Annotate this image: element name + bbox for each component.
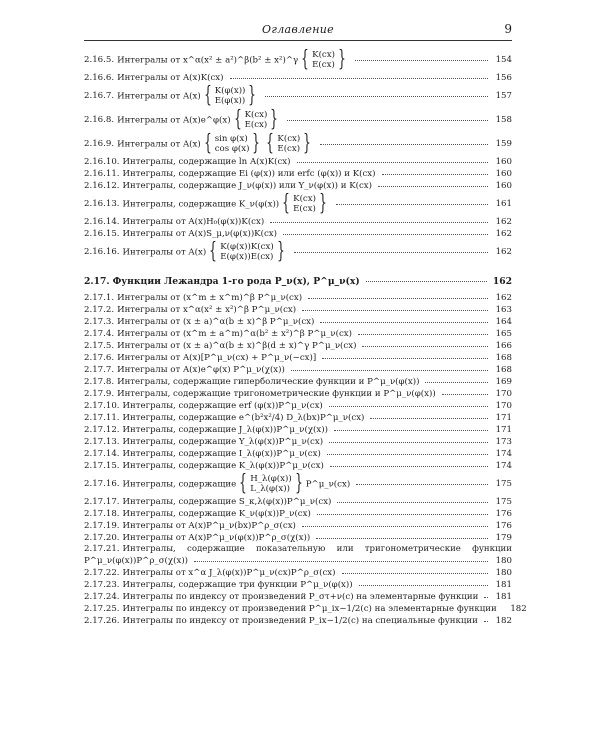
- toc-entry[interactable]: [84, 376, 512, 388]
- entry-title: [123, 533, 311, 544]
- entry-title: [123, 604, 497, 615]
- entry-number: 2.17.11.: [84, 412, 120, 423]
- entry-text: Интегралы от A(x): [117, 139, 201, 150]
- leader-dots: [358, 333, 488, 335]
- entry-text: Интегралы от A(x): [122, 247, 207, 258]
- entry-title: [117, 293, 302, 304]
- toc-entry[interactable]: [84, 240, 512, 264]
- entry-page: 180: [495, 567, 512, 578]
- entry-text: Интегралы от x^α J_λ(φ(x))P^μ_ν(cx)P^ρ_σ(cx): [122, 567, 336, 578]
- entry-title: [123, 413, 365, 424]
- entry-title: [117, 377, 419, 388]
- leader-dots: [270, 221, 488, 223]
- leader-dots: [359, 584, 488, 586]
- entry-number: 2.17.16.: [84, 478, 120, 489]
- entry-page: 162: [495, 228, 512, 239]
- brace-line: K(φ(x))K(cx): [220, 242, 274, 252]
- brace-line: E(cx): [312, 60, 335, 70]
- entry-number: 2.17.2.: [84, 304, 115, 315]
- brace-line: K(φ(x)): [214, 86, 246, 96]
- leader-dots: [294, 251, 488, 253]
- entry-text: Интегралы от A(x)H₀(φ(x))K(cx): [122, 216, 265, 227]
- entry-title: [123, 461, 324, 472]
- leader-dots: [327, 453, 488, 455]
- brace-open: {: [282, 191, 291, 216]
- entry-title: [123, 425, 328, 436]
- entry-page: 180: [495, 555, 512, 566]
- toc-entry[interactable]: [84, 216, 512, 228]
- toc-entry[interactable]: [84, 304, 512, 316]
- brace-open: {: [301, 47, 310, 72]
- leader-dots: [322, 357, 488, 359]
- toc-entry[interactable]: [84, 496, 512, 508]
- entry-page: 171: [495, 412, 512, 423]
- entry-page: 175: [495, 478, 512, 489]
- entry-text: Интегралы, содержащие три функции P^μ_ν(φ(x)): [122, 579, 353, 590]
- entry-number: 2.17.13.: [84, 436, 120, 447]
- entry-text: Интегралы от A(x)P^μ_ν(φ(x))P^ρ_σ(χ(x)): [122, 532, 311, 543]
- toc-entry[interactable]: [84, 180, 512, 192]
- leader-dots: [484, 596, 488, 598]
- entry-page: 181: [495, 579, 512, 590]
- brace-group: [263, 131, 314, 156]
- brace-close: }: [319, 191, 327, 216]
- entry-text: Интегралы по индексу от произведений P_ix−1/2(c) на специальные функции: [122, 615, 478, 626]
- leader-dots: [378, 185, 488, 187]
- leader-dots: [366, 280, 487, 282]
- entry-page: 159: [495, 138, 512, 149]
- entry-text: Интегралы от A(x)e^φ(x) P^μ_ν(χ(x)): [117, 364, 285, 375]
- entry-number: 2.16.6.: [84, 72, 115, 83]
- leader-dots: [230, 77, 488, 79]
- entry-page: 173: [495, 436, 512, 447]
- brace-group: [298, 47, 349, 72]
- running-title: Оглавление: [262, 23, 334, 36]
- entry-number: 2.17.: [84, 275, 110, 287]
- brace-line: K(cx): [277, 134, 301, 144]
- entry-text: Интегралы от A(x)K(cx): [117, 72, 224, 83]
- leader-dots: [302, 309, 488, 311]
- toc-entry[interactable]: [84, 228, 512, 240]
- entry-text: Интегралы, содержащие: [122, 479, 237, 490]
- leader-dots: [308, 297, 488, 299]
- page-header: [84, 22, 512, 41]
- entry-page: 181: [495, 591, 512, 602]
- toc-entry[interactable]: [84, 156, 512, 168]
- entry-text: Интегралы от (x ± a)^α(b ± x)^β P^μ_ν(cx): [117, 316, 315, 327]
- entry-page: 154: [495, 54, 512, 65]
- entry-text: Интегралы, содержащие erf (φ(x))P^μ_ν(cx): [122, 400, 323, 411]
- leader-dots: [291, 369, 488, 371]
- brace-line: cos φ(x): [214, 144, 250, 154]
- entry-title: [123, 217, 265, 228]
- table-of-contents: [84, 47, 527, 627]
- entry-title: [123, 401, 323, 412]
- toc-entry[interactable]: [84, 520, 512, 532]
- entry-page: 164: [495, 316, 512, 327]
- entry-number: 2.16.9.: [84, 138, 115, 149]
- entry-page: 160: [495, 180, 512, 191]
- entry-number: 2.17.17.: [84, 496, 120, 507]
- entry-number: 2.16.7.: [84, 90, 115, 101]
- leader-dots: [194, 560, 488, 562]
- entry-title: [123, 509, 311, 520]
- entry-page: 170: [495, 388, 512, 399]
- brace-group: [279, 191, 330, 216]
- leader-dots: [330, 465, 488, 467]
- entry-text: Интегралы от (x^m ± a^m)^α(b² ± x²)^β P^μ_ν(cx): [117, 328, 352, 339]
- entry-title: [123, 157, 291, 168]
- toc-entry[interactable]: [84, 84, 512, 108]
- entry-number: 2.17.5.: [84, 340, 115, 351]
- entry-number: 2.17.8.: [84, 376, 115, 387]
- entry-number: 2.17.23.: [84, 579, 120, 590]
- entry-title: [117, 389, 436, 400]
- entry-page: 160: [495, 156, 512, 167]
- entry-text: Интегралы от A(x): [117, 91, 201, 102]
- entry-word: показательную: [255, 544, 326, 554]
- entry-number: 2.17.24.: [84, 591, 120, 602]
- entry-number: 2.16.16.: [84, 246, 120, 257]
- entry-title: [123, 592, 479, 603]
- toc-entry-continuation: [84, 555, 512, 567]
- entry-page: 158: [495, 114, 512, 125]
- entry-page: 169: [495, 376, 512, 387]
- entry-word: содержащие: [187, 544, 245, 554]
- entry-title: [117, 353, 316, 364]
- entry-page: 156: [495, 72, 512, 83]
- leader-dots: [283, 233, 488, 235]
- entry-text: Интегралы, содержащие K_λ(φ(x))P^μ_ν(cx): [122, 460, 324, 471]
- entry-text: Интегралы, содержащие J_λ(φ(x))P^μ_ν(χ(x)): [122, 424, 328, 435]
- toc-entry[interactable]: [84, 364, 512, 376]
- brace-close: }: [252, 131, 261, 156]
- toc-entry[interactable]: [84, 448, 512, 460]
- toc-entry[interactable]: [84, 340, 512, 352]
- entry-title: [123, 521, 296, 532]
- entry-text: Интегралы, содержащие ln A(x)K(cx): [122, 156, 291, 167]
- entry-title: [117, 365, 285, 376]
- brace-line: L_λ(φ(x)): [250, 484, 290, 494]
- entry-text: Интегралы от (x ± a)^α(b ± x)^β(d ± x)^γ P^μ_ν(cx): [117, 340, 357, 351]
- brace-stack: [245, 110, 268, 130]
- entry-page: 174: [495, 448, 512, 459]
- entry-text: Интегралы, содержащие e^(b²x²/4) D_λ(bx)P^μ_ν(cx): [122, 412, 365, 423]
- entry-title: [123, 568, 336, 579]
- toc-entry[interactable]: [84, 292, 512, 304]
- entry-number: 2.17.6.: [84, 352, 115, 363]
- toc-entry[interactable]: [84, 168, 512, 180]
- brace-close: }: [276, 239, 285, 264]
- entry-page: 182: [510, 603, 527, 614]
- entry-number: 2.17.14.: [84, 448, 120, 459]
- entry-number: 2.17.9.: [84, 388, 115, 399]
- leader-dots: [329, 405, 488, 407]
- entry-page: 168: [495, 364, 512, 375]
- entry-page: 174: [495, 460, 512, 471]
- leader-dots: [425, 381, 488, 383]
- toc-entry[interactable]: [84, 532, 512, 544]
- brace-group: [206, 239, 287, 264]
- entry-text: Функции Лежандра 1-го рода P_ν(x), P^μ_ν(x): [112, 275, 360, 287]
- entry-number: 2.17.21.: [84, 544, 120, 554]
- toc-entry[interactable]: [84, 192, 512, 216]
- entry-text: P^μ_ν(φ(x))P^ρ_σ(χ(x)): [84, 555, 189, 566]
- brace-stack: [215, 134, 250, 154]
- toc-entry[interactable]: [84, 579, 512, 591]
- entry-number: 2.17.10.: [84, 400, 120, 411]
- entry-text: Интегралы, содержащие Ei (φ(x)) или erfc (φ(x)) и K(cx): [122, 168, 376, 179]
- entry-title: [123, 449, 321, 460]
- toc-entry[interactable]: [84, 436, 512, 448]
- leader-dots: [336, 203, 488, 205]
- brace-open: {: [203, 131, 212, 156]
- leader-dots: [287, 119, 488, 121]
- entry-number: 2.17.19.: [84, 520, 120, 531]
- entry-text: Интегралы, содержащие гиперболические функции и P^μ_ν(φ(x)): [117, 376, 420, 387]
- entry-number: 2.16.10.: [84, 156, 120, 167]
- entry-text: Интегралы по индексу от произведений P^μ_ix−1/2(c) на элементарные функции: [122, 603, 497, 614]
- entry-title: [117, 131, 314, 156]
- leader-dots: [334, 429, 488, 431]
- entry-page: 182: [495, 615, 512, 626]
- entry-word: функции: [472, 544, 512, 554]
- brace-group: [201, 83, 260, 108]
- entry-page: 162: [495, 292, 512, 303]
- leader-dots: [329, 441, 488, 443]
- entry-number: 2.16.8.: [84, 114, 115, 125]
- entry-page: 162: [495, 246, 512, 257]
- entry-page: 161: [495, 198, 512, 209]
- entry-text: Интегралы по индексу от произведений P_στ+ν(c) на элементарные функции: [122, 591, 479, 602]
- brace-line: K(cx): [244, 110, 268, 120]
- entry-word: тригонометрические: [364, 544, 461, 554]
- brace-stack: [215, 86, 246, 106]
- toc-entry[interactable]: [84, 388, 512, 400]
- entry-number: 2.17.18.: [84, 508, 120, 519]
- entry-page: 163: [495, 304, 512, 315]
- entry-page: 157: [495, 90, 512, 101]
- toc-entry[interactable]: [84, 591, 512, 603]
- entry-text: Интегралы, содержащие J_ν(φ(x)) или Y_ν(φ(x)) и K(cx): [122, 180, 372, 191]
- entry-page: 160: [495, 168, 512, 179]
- entry-page: 171: [495, 424, 512, 435]
- brace-line: E(cx): [277, 144, 301, 154]
- toc-entry[interactable]: [84, 72, 512, 84]
- brace-close: }: [303, 131, 312, 156]
- leader-dots: [484, 620, 488, 622]
- brace-line: E(φ(x)): [214, 96, 246, 106]
- brace-stack: [312, 50, 335, 70]
- leader-dots: [356, 483, 488, 485]
- toc-entry[interactable]: [84, 567, 512, 579]
- entry-number: 2.17.3.: [84, 316, 115, 327]
- entry-number: 2.17.7.: [84, 364, 115, 375]
- brace-line: sin φ(x): [214, 134, 248, 144]
- entry-page: 179: [495, 532, 512, 543]
- entry-page: 168: [495, 352, 512, 363]
- leader-dots: [382, 173, 488, 175]
- entry-title: [117, 107, 281, 132]
- brace-line: K(cx): [293, 194, 316, 204]
- entry-number: 2.17.25.: [84, 603, 120, 614]
- entry-number: 2.17.4.: [84, 328, 115, 339]
- leader-dots: [355, 59, 488, 61]
- entry-number: 2.17.26.: [84, 615, 120, 626]
- leader-dots: [316, 537, 488, 539]
- brace-line: E(cx): [244, 120, 268, 130]
- toc-entry[interactable]: [84, 328, 512, 340]
- entry-title: [123, 229, 277, 240]
- brace-open: {: [203, 83, 212, 108]
- entry-title: [122, 191, 330, 216]
- brace-stack: [293, 194, 316, 214]
- leader-dots: [320, 321, 488, 323]
- toc-entry[interactable]: [84, 412, 512, 424]
- toc-entry[interactable]: [84, 132, 512, 156]
- brace-line: K(cx): [312, 50, 335, 60]
- entry-title: [117, 73, 223, 84]
- entry-number: 2.16.5.: [84, 54, 115, 65]
- entry-text: Интегралы, содержащие Y_λ(φ(x))P^μ_ν(cx): [122, 436, 324, 447]
- entry-title: [117, 341, 356, 352]
- leader-dots: [297, 161, 489, 163]
- entry-title: [117, 329, 352, 340]
- page-number: 9: [504, 22, 512, 36]
- entry-title: [123, 580, 353, 591]
- leader-dots: [370, 417, 488, 419]
- toc-entry[interactable]: [84, 544, 512, 555]
- entry-text: Интегралы от x^α(x² ± x²)^β P^μ_ν(cx): [117, 304, 297, 315]
- toc-entry[interactable]: [84, 352, 512, 364]
- entry-page: 166: [495, 340, 512, 351]
- entry-text: Интегралы, содержащие I_λ(φ(x))P^μ_ν(cx): [122, 448, 321, 459]
- brace-line: E(φ(x))E(cx): [220, 252, 274, 262]
- entry-number: 2.16.11.: [84, 168, 120, 179]
- entry-text: Интегралы от x^α(x² ± a²)^β(b² ± x²)^γ: [117, 55, 299, 66]
- toc-entry[interactable]: [84, 316, 512, 328]
- toc-entry[interactable]: [84, 603, 527, 615]
- entry-text: Интегралы от (x^m ± x^m)^β P^μ_ν(cx): [117, 292, 303, 303]
- entry-title: [117, 47, 349, 72]
- leader-dots: [337, 501, 488, 503]
- toc-entry[interactable]: [84, 48, 512, 72]
- brace-open: {: [239, 471, 248, 496]
- entry-word: или: [336, 544, 354, 554]
- leader-dots: [362, 345, 488, 347]
- entry-page: 162: [492, 275, 512, 287]
- entry-text: Интегралы, содержащие тригонометрические функции и P^μ_ν(φ(x)): [117, 388, 436, 399]
- entry-word: Интегралы,: [122, 544, 176, 554]
- entry-number: 2.16.15.: [84, 228, 120, 239]
- entry-number: 2.17.15.: [84, 460, 120, 471]
- toc-entry[interactable]: [84, 508, 512, 520]
- brace-group: [236, 471, 306, 496]
- entry-number: 2.17.20.: [84, 532, 120, 543]
- brace-stack: [250, 474, 292, 494]
- toc-entry[interactable]: [84, 274, 512, 288]
- entry-text: Интегралы от A(x)S_μ,ν(φ(x))K(cx): [122, 228, 277, 239]
- entry-title: [117, 83, 259, 108]
- leader-dots: [442, 393, 488, 395]
- entry-text: [120, 544, 512, 555]
- brace-open: {: [209, 239, 218, 264]
- entry-title: [123, 616, 478, 627]
- entry-number: 2.16.13.: [84, 198, 120, 209]
- brace-open: {: [233, 107, 242, 132]
- brace-close: }: [248, 83, 257, 108]
- entry-number: 2.16.14.: [84, 216, 120, 227]
- entry-text: Интегралы от A(x)e^φ(x): [117, 115, 231, 126]
- brace-close: }: [270, 107, 279, 132]
- entry-number: 2.17.1.: [84, 292, 115, 303]
- entry-page: 170: [495, 400, 512, 411]
- toc-entry[interactable]: [84, 424, 512, 436]
- brace-line: E(cx): [293, 204, 316, 214]
- entry-text: Интегралы, содержащие K_ν(φ(x))P_ν(cx): [122, 508, 311, 519]
- brace-stack: [220, 242, 273, 262]
- brace-open: {: [266, 131, 275, 156]
- entry-page: 176: [495, 508, 512, 519]
- entry-page: 175: [495, 496, 512, 507]
- entry-title: [117, 317, 314, 328]
- leader-dots: [302, 525, 488, 527]
- leader-dots: [265, 95, 488, 97]
- brace-stack: [277, 134, 300, 154]
- entry-page: 162: [495, 216, 512, 227]
- entry-title: [117, 305, 296, 316]
- entry-number: 2.16.12.: [84, 180, 120, 191]
- toc-entry[interactable]: [84, 472, 512, 496]
- entry-title: [113, 276, 360, 287]
- entry-page: 176: [495, 520, 512, 531]
- entry-text: Интегралы от A(x)[P^μ_ν(cx) + P^μ_ν(−cx)]: [117, 352, 317, 363]
- leader-dots: [342, 572, 489, 574]
- entry-title: [122, 471, 351, 496]
- brace-group: [201, 131, 264, 156]
- brace-line: H_λ(φ(x)): [250, 474, 292, 484]
- entry-title: [123, 181, 372, 192]
- entry-text: Интегралы от A(x)P^μ_ν(bx)P^ρ_σ(cx): [122, 520, 296, 531]
- toc-entry[interactable]: [84, 400, 512, 412]
- entry-title: [123, 497, 332, 508]
- entry-text-post: P^μ_ν(cx): [305, 479, 351, 490]
- brace-close: }: [294, 471, 303, 496]
- entry-text: Интегралы, содержащие S_κ,λ(φ(x))P^μ_ν(cx): [122, 496, 332, 507]
- entry-text: Интегралы, содержащие K_ν(φ(x)): [122, 199, 280, 210]
- entry-title: [123, 169, 376, 180]
- toc-entry[interactable]: [84, 108, 512, 132]
- toc-entry[interactable]: [84, 615, 512, 627]
- entry-page: 165: [495, 328, 512, 339]
- entry-title: [123, 437, 324, 448]
- leader-dots: [317, 513, 488, 515]
- section-spacer: [84, 264, 512, 274]
- entry-number: 2.17.12.: [84, 424, 120, 435]
- entry-number: 2.17.22.: [84, 567, 120, 578]
- leader-dots: [320, 143, 488, 145]
- brace-group: [231, 107, 282, 132]
- entry-title: [122, 239, 288, 264]
- brace-close: }: [338, 47, 346, 72]
